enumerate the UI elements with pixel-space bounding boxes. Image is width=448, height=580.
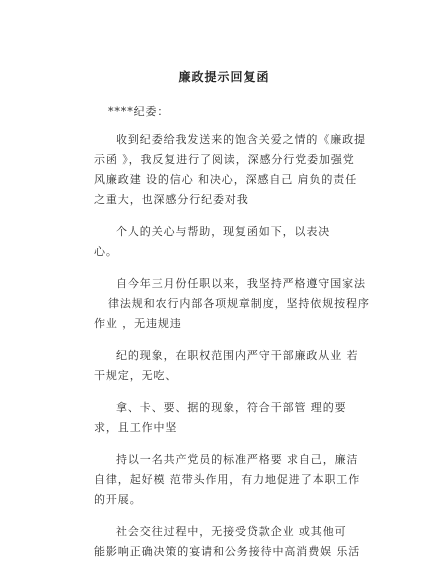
body-line: 风廉政建 设的信心 和决心，深感自己 肩负的责任: [94, 173, 358, 186]
body-line: 求，且工作中坚: [94, 421, 178, 434]
body-line: 能影响正确决策的宴请和公务接待中高消费娱 乐活: [94, 545, 361, 558]
body-line: 个人的关心与帮助，现复函如下，以表决: [116, 225, 331, 238]
body-line: 之重大，也深感分行纪委对我: [94, 193, 249, 206]
body-line: 作业 ，无违规违: [94, 317, 182, 330]
body-line: 持以一名共产党员的标准严格要 求自己，廉洁: [116, 453, 359, 466]
body-line: 律法规和农行内部各项规章制度，坚持依规按程序: [108, 297, 370, 310]
body-line: 自今年三月份任职以来，我坚持严格遵守国家法: [116, 277, 366, 290]
body-line: 社会交往过程中，无接受贷款企业 或其他可: [116, 525, 347, 538]
body-line: 自律，起好模 范带头作用，有力地促进了本职工作: [94, 473, 361, 486]
body-line: 拿、卡、要、据的现象，符合干部管 理的要: [116, 401, 347, 414]
body-line: 干规定，无吃、: [94, 369, 178, 382]
body-line: 心。: [94, 245, 118, 258]
document-title: 廉政提示回复函: [178, 70, 270, 84]
body-line: 收到纪委给我发送来的饱含关爱之情的《廉政提: [116, 133, 366, 146]
salutation-line: ****纪委：: [108, 105, 170, 118]
body-line: 的开展。: [94, 493, 142, 506]
body-line: 纪的现象，在职权范围内严守干部廉政从业 若: [116, 349, 359, 362]
body-line: 示函 》，我反复进行了阅读，深感分行党委加强党: [94, 153, 355, 166]
